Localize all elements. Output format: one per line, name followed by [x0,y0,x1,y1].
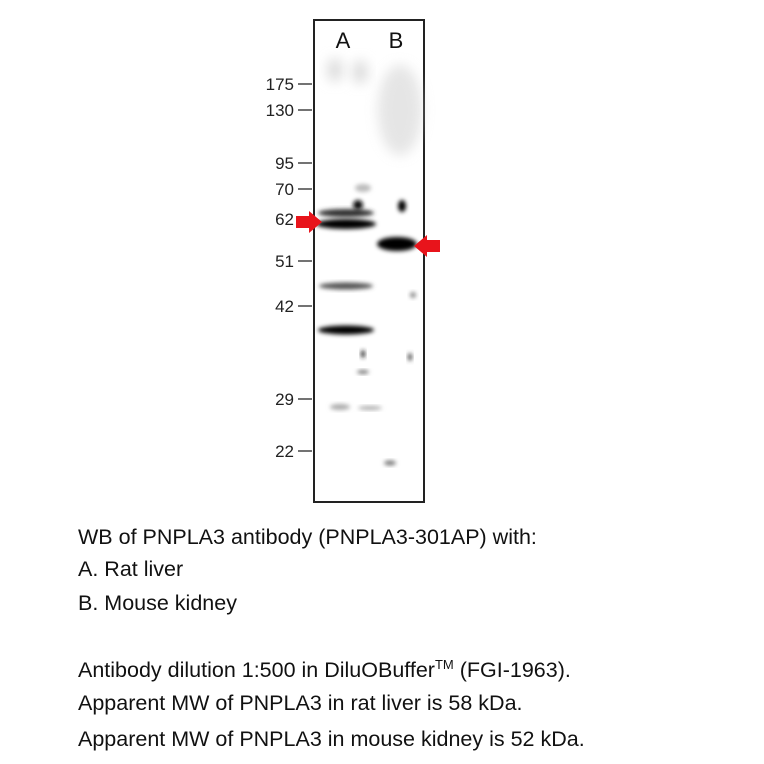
lane-label-b: B [388,28,404,53]
mw-marker-label: 62 [275,210,294,229]
mw-marker-label: 130 [265,101,294,120]
mw-marker-label: 42 [275,297,294,316]
mw-marker-label: 95 [275,154,294,173]
mw-marker-label: 29 [275,390,294,409]
caption-lane-a: A. Rat liver [78,557,184,581]
mw-marker-label: 70 [275,180,294,199]
mw-marker-label: 22 [275,442,294,461]
caption-mw-mouse: Apparent MW of PNPLA3 in mouse kidney is 52 kDa. [78,727,585,751]
trademark-mark: TM [434,657,454,672]
mw-markers [266,75,312,461]
caption-mw-rat: Apparent MW of PNPLA3 in rat liver is 58 kDa. [78,691,523,715]
dilution-text: Antibody dilution 1:500 in DiluOBuffer [78,658,435,683]
blot-membrane [314,20,424,502]
caption-title: WB of PNPLA3 antibody (PNPLA3-301AP) with: [78,525,537,549]
lane-label-a: A [335,28,351,53]
caption-lane-b: B. Mouse kidney [78,591,237,615]
caption-dilution [78,657,571,683]
mw-marker-label: 51 [275,252,294,271]
dilution-ref: (FGI-1963). [453,658,571,683]
mw-marker-label: 175 [265,75,294,94]
